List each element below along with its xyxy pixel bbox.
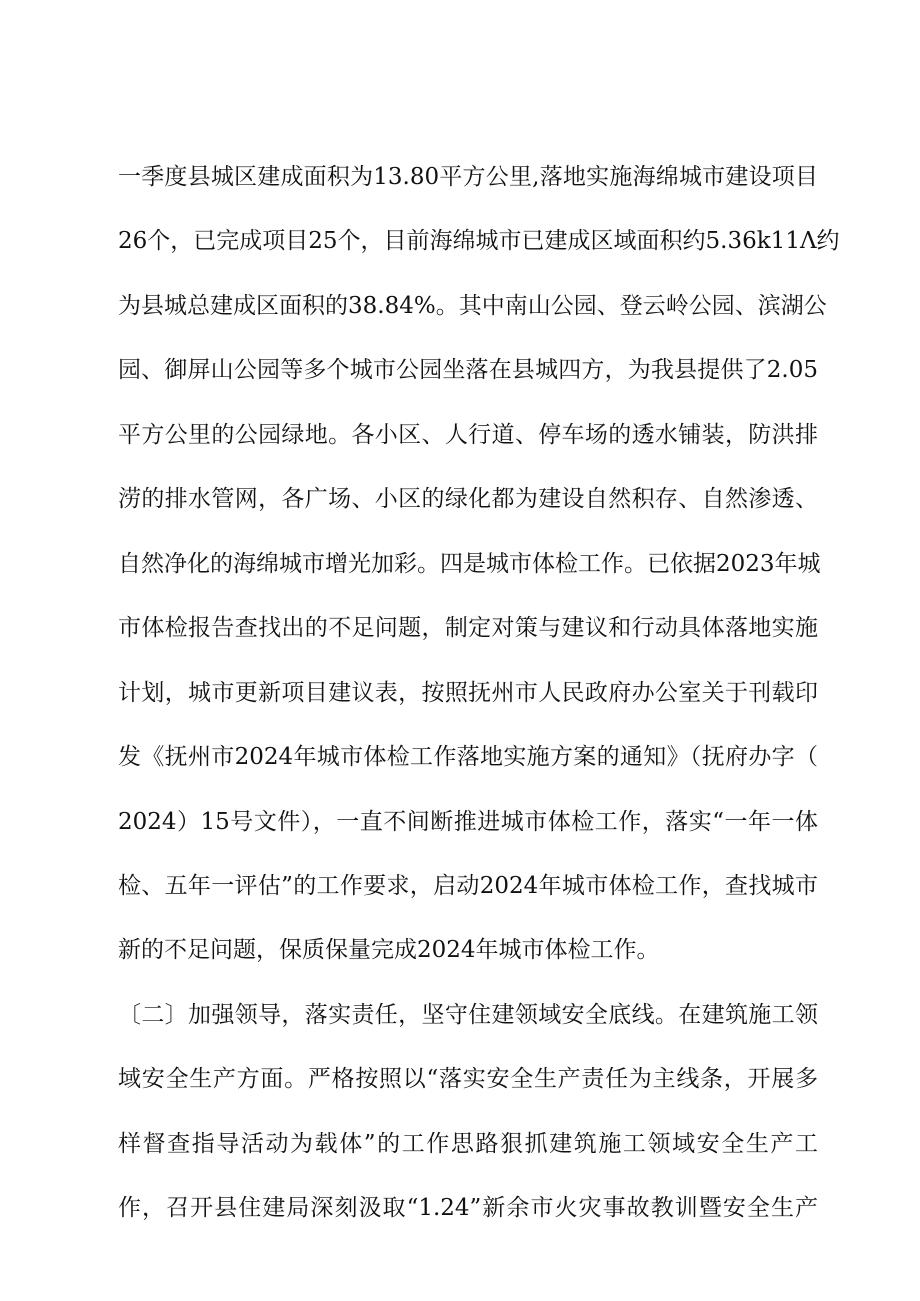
text-line-7: 自然净化的海绵城市增光加彩。四是城市体检工作。已依据2023年城 (118, 551, 821, 577)
text-line-2: 26个，已完成项目25个，目前海绵城市已建成区域面积约5.36k11Λ约 (118, 228, 840, 254)
text-line-16: 样督查指导活动为载体”的工作思路狠抓建筑施工领域安全生产工 (118, 1131, 818, 1157)
text-line-8: 市体检报告查找出的不足问题，制定对策与建议和行动具体落地实施 (118, 615, 818, 641)
text-line-12: 检、五年一评估”的工作要求，启动2024年城市体检工作，查找城市 (118, 873, 818, 899)
text-line-17: 作，召开县住建局深刻汲取“1.24”新余市火灾事故教训暨安全生产 (118, 1195, 818, 1221)
text-line-13: 新的不足问题，保质保量完成2024年城市体检工作。 (118, 937, 660, 963)
text-line-10: 发《抚州市2024年城市体检工作落地实施方案的通知》（抚府办字（ (118, 744, 818, 770)
text-line-1: 一季度县城区建成面积为13.80平方公里,落地实施海绵城市建设项目 (118, 164, 818, 190)
text-line-15: 域安全生产方面。严格按照以“落实安全生产责任为主线条，开展多 (118, 1066, 818, 1092)
text-line-3: 为县城总建成区面积的38.84%。其中南山公园、登云岭公园、滨湖公 (118, 293, 827, 319)
text-line-4: 园、御屏山公园等多个城市公园坐落在县城四方，为我县提供了2.05 (118, 357, 818, 383)
text-line-11: 2024）15号文件），一直不间断推进城市体检工作，落实“一年一体 (118, 809, 818, 835)
section-heading-line: 〔二〕加强领导，落实责任，坚守住建领域安全底线。在建筑施工领 (118, 1002, 818, 1028)
text-line-9: 计划，城市更新项目建议表，按照抚州市人民政府办公室关于刊载印 (118, 680, 818, 706)
text-line-6: 涝的排水管网，各广场、小区的绿化都为建设自然积存、自然渗透、 (118, 486, 818, 512)
text-line-5: 平方公里的公园绿地。各小区、人行道、停车场的透水铺装，防洪排 (118, 422, 818, 448)
